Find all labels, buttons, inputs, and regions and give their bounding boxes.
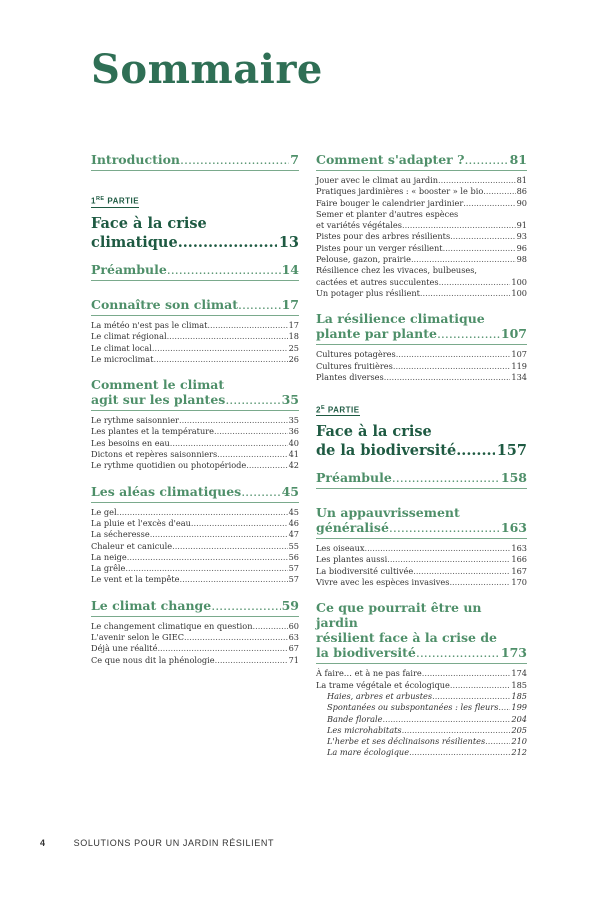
- toc-entry[interactable]: Le vent et la tempête ..... 57: [91, 574, 299, 585]
- toc-list-sec7: [316, 543, 527, 588]
- toc-section-resilience-climatique[interactable]: La résilience climatique plante par plante ..... 107: [316, 311, 527, 345]
- toc-section-comment-s-adapter[interactable]: Comment s'adapter ? ..... 81: [316, 152, 527, 171]
- toc-entry[interactable]: Le rythme saisonnier ..... 35: [91, 415, 299, 426]
- toc-preambule-2[interactable]: Préambule ..... 158: [316, 470, 527, 489]
- toc-preambule-1[interactable]: Préambule ..... 14: [91, 262, 299, 281]
- toc-entry[interactable]: La pluie et l'excès d'eau ..... 46: [91, 518, 299, 529]
- toc-section-connaitre-son-climat[interactable]: Connaître son climat ..... 17: [91, 297, 299, 316]
- toc-section-appauvrissement[interactable]: Un appauvrissement généralisé ..... 163: [316, 505, 527, 539]
- toc-entry[interactable]: Chaleur et canicule ..... 55: [91, 541, 299, 552]
- toc-entry[interactable]: La grêle ..... 57: [91, 563, 299, 574]
- part-1-title[interactable]: Face à la crise climatique ..... 13: [91, 214, 299, 252]
- toc-entry[interactable]: Un potager plus résilient ..... 100: [316, 288, 527, 299]
- toc-list-sec8: [316, 668, 527, 758]
- toc-entry[interactable]: Déjà une réalité ..... 67: [91, 643, 299, 654]
- toc-entry[interactable]: Le climat local ..... 25: [91, 343, 299, 354]
- toc-entry[interactable]: Faire bouger le calendrier jardinier ..... 90: [316, 198, 527, 209]
- toc-intro[interactable]: Introduction ..... 7: [91, 152, 299, 171]
- toc-entry[interactable]: Pelouse, gazon, prairie ..... 98: [316, 254, 527, 265]
- part-2-title[interactable]: Face à la crise de la biodiversité ..... 157: [316, 422, 527, 460]
- toc-entry[interactable]: Le changement climatique en question ..... 60: [91, 621, 299, 632]
- toc-section-aleas-climatiques[interactable]: Les aléas climatiques ..... 45: [91, 484, 299, 503]
- toc-entry[interactable]: Plantes diverses ..... 134: [316, 372, 527, 383]
- toc-entry[interactable]: À faire… et à ne pas faire ..... 174: [316, 668, 527, 679]
- toc-list-sec3: [91, 507, 299, 586]
- footer-book-title: SOLUTIONS POUR UN JARDIN RÉSILIENT: [73, 838, 275, 848]
- part-2-label: $2^E$ PARTIE: [316, 404, 360, 415]
- toc-entry[interactable]: Cultures fruitières ..... 119: [316, 361, 527, 372]
- toc-entry[interactable]: La météo n'est pas le climat ..... 17: [91, 320, 299, 331]
- toc-entry[interactable]: Jouer avec le climat au jardin ..... 81: [316, 175, 527, 186]
- footer-page-number: 4: [40, 838, 46, 848]
- toc-section-jardin-resilient[interactable]: Ce que pourrait être un jardin résilient face à la crise de la biodiversité ..... 173: [316, 600, 527, 664]
- toc-subentry[interactable]: L'herbe et ses déclinaisons résilientes ..... 210: [316, 736, 527, 747]
- toc-entry-two-line[interactable]: Semer et planter d'autres espèces et variétés végétales ..... 91: [316, 209, 527, 232]
- toc-entry[interactable]: La sécheresse ..... 47: [91, 529, 299, 540]
- toc-entry[interactable]: La neige ..... 56: [91, 552, 299, 563]
- toc-entry[interactable]: Dictons et repères saisonniers ..... 41: [91, 449, 299, 460]
- toc-entry[interactable]: Pistes pour des arbres résilients ..... 93: [316, 231, 527, 242]
- toc-list-sec4: [91, 621, 299, 666]
- toc-entry[interactable]: Pratiques jardinières : « booster » le bio ..... 86: [316, 186, 527, 197]
- toc-subentry[interactable]: Haies, arbres et arbustes ..... 185: [316, 691, 527, 702]
- toc-entry[interactable]: Les besoins en eau ..... 40: [91, 438, 299, 449]
- toc-left-column: [91, 152, 299, 666]
- toc-entry[interactable]: Le rythme quotidien ou photopériode ..... 42: [91, 460, 299, 471]
- toc-list-sec6: [316, 349, 527, 383]
- toc-entry[interactable]: La biodiversité cultivée ..... 167: [316, 566, 527, 577]
- toc-entry[interactable]: Pistes pour un verger résilient ..... 96: [316, 243, 527, 254]
- toc-subentry[interactable]: Les microhabitats ..... 205: [316, 725, 527, 736]
- toc-entry[interactable]: Les plantes et la température ..... 36: [91, 426, 299, 437]
- toc-entry[interactable]: La trame végétale et écologique ..... 185: [316, 680, 527, 691]
- toc-list-sec5: [316, 175, 527, 299]
- page-footer: [40, 838, 274, 848]
- toc-entry[interactable]: Cultures potagères ..... 107: [316, 349, 527, 360]
- part-1-label: 1RE PARTIE: [91, 196, 140, 206]
- toc-subentry[interactable]: La mare écologique ..... 212: [316, 747, 527, 758]
- toc-entry[interactable]: L'avenir selon le GIEC ..... 63: [91, 632, 299, 643]
- toc-subentry[interactable]: Bande florale ..... 204: [316, 714, 527, 725]
- page-title: Sommaire: [91, 46, 323, 93]
- toc-section-comment-le-climat[interactable]: Comment le climat agit sur les plantes ..... 35: [91, 377, 299, 411]
- toc-right-column: [316, 152, 527, 759]
- toc-entry[interactable]: Vivre avec les espèces invasives ..... 170: [316, 577, 527, 588]
- toc-list-sec2: [91, 415, 299, 471]
- toc-entry[interactable]: Le gel ..... 45: [91, 507, 299, 518]
- toc-section-climat-change[interactable]: Le climat change ..... 59: [91, 598, 299, 617]
- toc-entry[interactable]: Les plantes aussi ..... 166: [316, 554, 527, 565]
- toc-entry[interactable]: Les oiseaux ..... 163: [316, 543, 527, 554]
- toc-entry[interactable]: Ce que nous dit la phénologie ..... 71: [91, 655, 299, 666]
- toc-subentry[interactable]: Spontanées ou subspontanées : les fleurs ..... 199: [316, 702, 527, 713]
- toc-list-sec1: [91, 320, 299, 365]
- toc-entry-two-line[interactable]: Résilience chez les vivaces, bulbeuses, cactées et autres succulentes ..... 100: [316, 265, 527, 288]
- toc-entry[interactable]: Le microclimat ..... 26: [91, 354, 299, 365]
- toc-entry[interactable]: Le climat régional ..... 18: [91, 331, 299, 342]
